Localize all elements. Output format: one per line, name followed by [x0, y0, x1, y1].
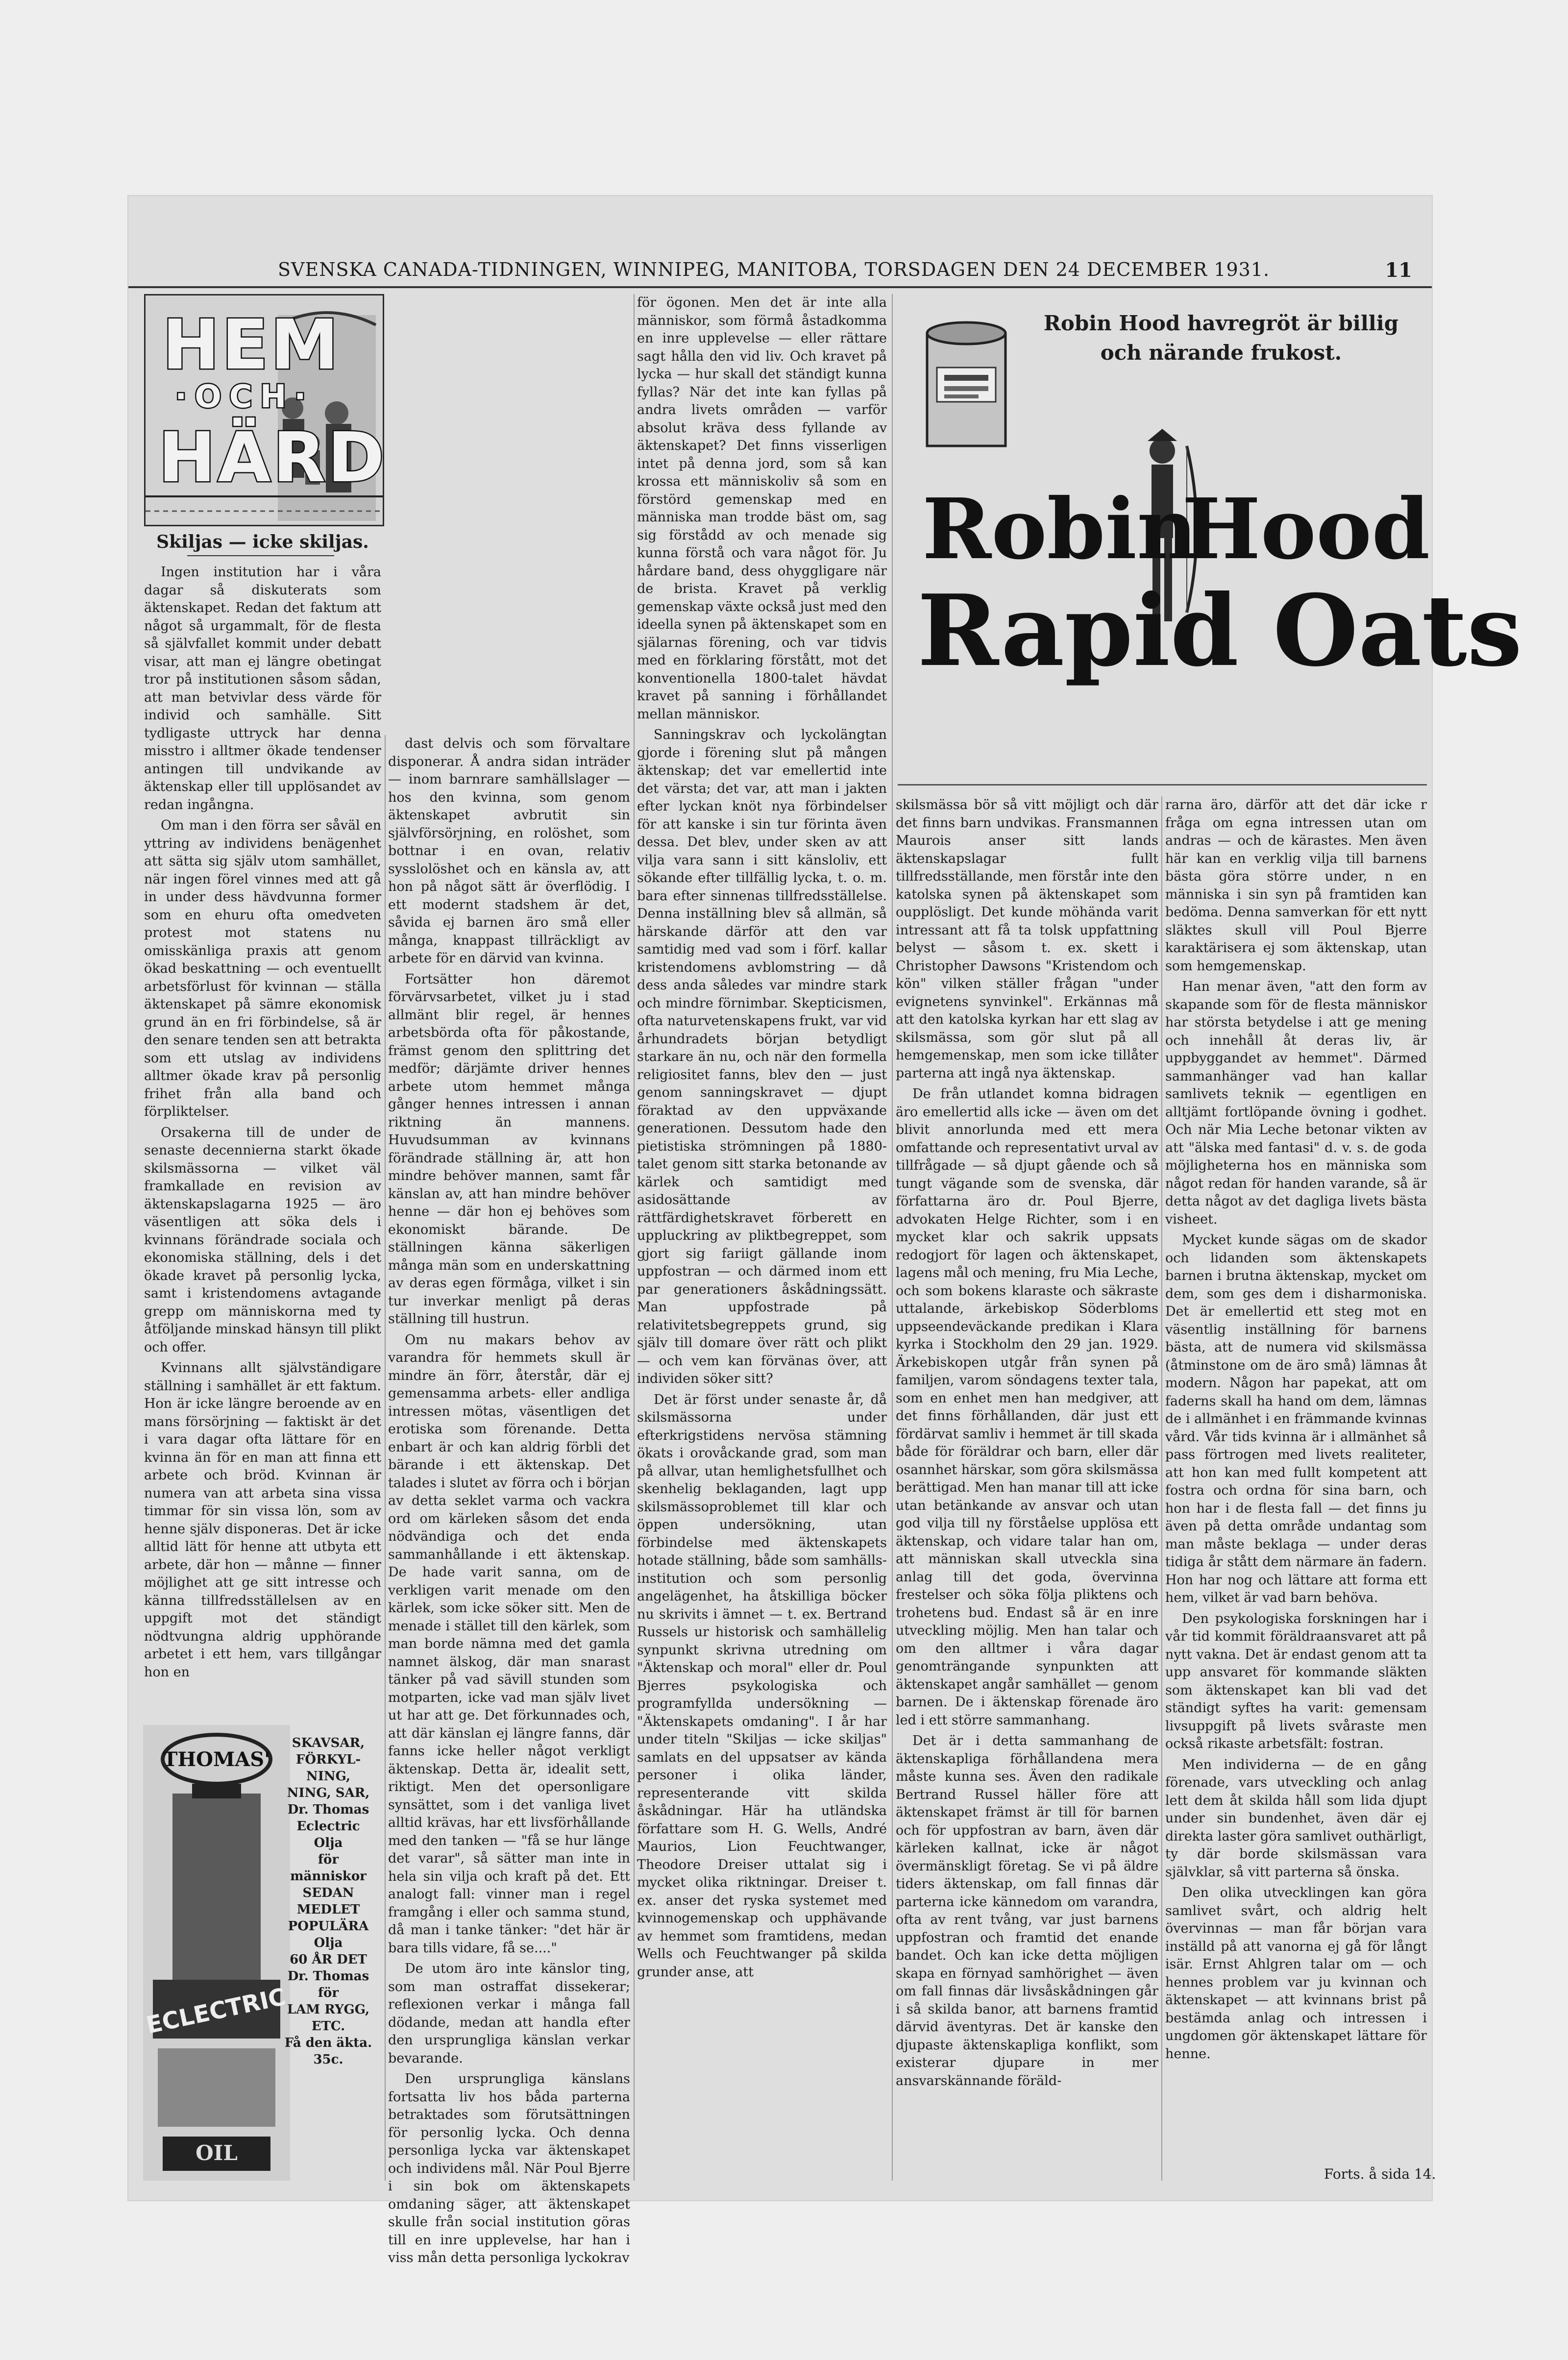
masthead-word-och: ·OCH·	[175, 379, 314, 415]
ad-line: människor	[290, 1869, 367, 1884]
ad-line: 35c.	[313, 2052, 343, 2067]
col4-paragraph: skilsmässa bör så vitt möjligt och där det finns barn undvikas. Fransmannen Maurois anser sitt lands äktenskapslagar fullt tillfredsställande, men förstår inte den katolska synen på äktenskapet som oupplösligt. Det kunde möhända varit intressant att få ta tolsk uppfattning belyst — såsom t. ex. skett i Christopher Dawsons "Kristendom och kön" vilken ställer frågan "under evignetens synvinkel". Erkännas må att den katolska kyrkan har ett slag av skilsmässa, som gör slut på all hemgemenskap, men som icke tillåter parterna att ingå nya äktenskap.	[896, 797, 1158, 1081]
eclectric-ad-text	[279, 1735, 377, 2068]
column-divider	[892, 294, 893, 2181]
continued-notice: Forts. å sida 14.	[1324, 2166, 1436, 2182]
col1-paragraph: Om man i den förra ser såväl en yttring av individens benägenhet att sätta sig själv utom samhället, när ingen förel vinnes med att gå in under dess hävdvunna former som en ehuru ofta omedveten protest mot statens nu omisskänliga praxis att genom ökad beskattning — och eventuellt arbetsförlust för kvinnan — ställa äktenskapet på sämre ekonomisk grund än en fri förbindelse, så är den senare tenden sen att betrakta som ett utslag av individens alltmer ökade krav på personlig frihet från alla band och förpliktelser.	[144, 818, 381, 1119]
ad-line: LAM RYGG,	[287, 2002, 370, 2017]
ad-line: ETC.	[311, 2019, 345, 2034]
col3-paragraph: Sanningskrav och lyckolängtan gjorde i förening slut på mången äktenskap; det var emellertid inte det värsta; det var, att man i jakten efter lyckan knöt nya förbindelser för att kanske i sin tur förinta även dessa. Det blev, under sken av att vilja vara sann i sitt känsloliv, ett sökande efter tillfällig lycka, t. o. m. bara efter sinnenas tillfredsställelse. Denna inställning blev så allmän, så härskande därför att den var samtidig med vad som i förf. kallar kristendomens avblomstring — då dess anda således var mindre stark och mindre förnimbar. Skepticismen, ofta naturvetenskapens frukt, var vid århundradets början betydligt starkare än nu, och när den formella religiositet fanns, blev den — just genom sanningskravet — djupt föraktad av den uppväxande generationen. Dessutom hade den pietistiska strömningen på 1880-talet genom sitt starka betonande av kärlek och samtidigt med asidosättande av rättfärdighetskravet förberett en uppluckring av pliktbegreppet, som gjort sig fariigt gällande inom uppfostran — och därmed inom ett par generationers åskådningssätt. Man uppfostrade på relativitetsbegreppets grund, sig själv till domare över rätt och plikt — och vem kan förvänas över, att individen söker sitt?	[637, 727, 887, 1386]
robin-hood-logo-robin: Robin	[922, 480, 1198, 578]
col5-paragraph: Den psykologiska forskningen har i vår tid kommit föräldraansvaret att på nytt vakna. Det är endast genom att ta upp ansvaret för kommande släkten som äktenskapet kan bli vad det ständigt syftes ha varit: gemensam livsuppgift på livets svåraste men också rikaste arbetsfält: fostran.	[1165, 1611, 1427, 1751]
robin-hood-oats-ad	[898, 294, 1522, 794]
ad-line: Få den äkta.	[284, 2036, 372, 2050]
article-column-2	[388, 735, 630, 2265]
col2-paragraph: Om nu makars behov av varandra för hemmets skull är mindre än förr, återstår, där ej gemensamma arbets- eller andliga intressen mötas, väsentligen det erotiska som förenande. Detta enbart är och kan aldrig förbli det bärande i ett äktenskap. Det talades i slutet av förra och i början av detta seklet varma och vackra ord om kärleken såsom det enda nödvändiga och det enda sammanhållande i ett äktenskap. De hade varit sanna, om de verkligen varit menade om den kärlek, som icke söker sitt. Men de menade i stället till den kärlek, som man borde nämna med det gamla namnet älskog, där man snarast tänker på vad sävill stunden som motparten, icke vad man själv livet ut har att ge. Det förkunnades och, att där känslan ej längre fanns, där fanns icke heller något verkligt äktenskap. Detta är, idealit sett, riktigt. Men det opersonligare synsättet, som i det vanliga livet alltid krävas, har ett livsförhållande med den tanken — "få se hur länge det varar", så sätter man inte in hela sin vilja och kraft på det. Ett analogt fall: vinner man i regel framgång i eller och samma stund, då man i tanke tänker: "det här är bara tills vidare, få se...."	[388, 1332, 630, 1956]
col1-paragraph: Kvinnans allt självständigare ställning i samhället är ett faktum. Hon är icke längre beroende av en mans försörjning — faktiskt är det i vara dagar ofta lättare för en kvinna än för en man att finna ett arbete och bröd. Kvinnan är numera van att arbeta sina vissa timmar för sin vissa lön, som av henne själv disponeras. Det är icke alltid lätt för henne att utbyta ett arbete, där hon — månne — finner möjlighet att ge sitt intresse och känna tillfredsställelsen av en uppgift mot det ständigt nödtvungna aldrig upphörande arbetet i ett hem, vars tillgångar hon en	[144, 1360, 381, 1680]
col3-paragraph: för ögonen. Men det är inte alla människor, som förmå åstadkomma en inre upplevelse — eller rättare sagt hålla den vid liv. Och kravet på lycka — hur skall det ständigt kunna fyllas? När det inte kan fyllas på andra livets områden — varför absolut kräva dess fyllande av äktenskapet? Det finns visserligen intet på denna jord, som så kan krossa ett människoliv så som en förstörd gemenskap med en människa man trodde bäst om, sag sig förstådd av och menade sig kunna förstå och vara något för. Ju hårdare band, dess ohyggligare när de brista. Kravet på verklig gemenskap växte också just med den ideella synen på äktenskapet som en själarnas förening, och var tidvis med en förklaring förstått, mot det konventionella 1800-talet hävdat kravet på sanning i förhållandet mellan människor.	[637, 295, 887, 722]
col2-paragraph: Fortsätter hon däremot förvärvsarbetet, vilket ju i stad allmänt blir regel, är hennes arbetsbörda ofta för påkostande, främst genom den splittring det medför; därjämte driver hennes arbete utom hemmet många gånger hennes intressen i annan riktning än mannens. Huvudsumman av kvinnans förändrade ställning är, att hon mindre behöver mannen, samt får känslan av, att han mindre behöver henne — där hon ej behöves som ekonomiskt bärande. De ställningen känna säkerligen många män som en underskattning av deras egen förmåga, vilket i sin tur inverkar menligt på deras ställning till hustrun.	[388, 971, 630, 1327]
column-divider	[1161, 796, 1162, 2181]
article-column-1	[144, 564, 381, 1720]
col1-paragraph: Ingen institution har i våra dagar så diskuterats som äktenskapet. Redan det faktum att något så urgammalt, för de flesta så självfallet kommit under debatt visar, att man ej längre obetingat tror på institutionen såsom sådan, att man betvivlar dess värde för individ och samhälle. Sitt tydligaste uttryck har denna misstro i alltmer ökade tendenser antingen till undvikande av äktenskap eller till upplösandet av redan ingångna.	[144, 565, 381, 812]
ad-line: NING, SAR,	[287, 1786, 370, 1800]
ad-line: MEDLET	[296, 1902, 360, 1917]
ad-line: Olja	[314, 1936, 343, 1950]
ad-line: för	[318, 1986, 339, 2000]
header-title: SVENSKA CANADA-TIDNINGEN, WINNIPEG, MANITOBA, TORSDAGEN DEN 24 DECEMBER 1931.	[278, 259, 1270, 280]
title-rule	[187, 555, 334, 556]
ad-line: POPULÄRA	[288, 1919, 369, 1934]
robin-hood-logo-hood: Hood	[1182, 480, 1430, 578]
col5-paragraph: Men individerna — de en gång förenade, vars utveckling och anlag lett dem åt skilda håll som lida djupt under sin bundenhet, även där ej direkta laster göra samlivet outhärligt, ty där borde skilsmässan vara självklar, så vitt parterna så önska.	[1165, 1757, 1427, 1880]
eclectric-bottle-illustration	[143, 1725, 290, 2181]
robin-hood-tagline: Robin Hood havregröt är billig och närande frukost.	[1043, 311, 1399, 365]
ad-line: NING,	[306, 1769, 351, 1784]
ad-line: Dr. Thomas	[287, 1802, 369, 1817]
col2-paragraph: Den ursprungliga känslans fortsatta liv hos båda parterna betraktades som förutsättningen för personlig lycka. Och denna personliga lycka var äktenskapet och individens mål. När Poul Bjerre i sin bok om äktenskapets omdaning säger, att äktenskapet skulle från social institution göras till en inre upplevelse, har han i viss mån detta personliga lyckokrav	[388, 2071, 630, 2265]
article-title: Skiljas — icke skiljas.	[156, 532, 369, 552]
col3-paragraph: Det är först under senaste år, då skilsmässorna under efterkrigstidens nervösa stämning ökats i orovåckande grad, som man på allvar, utan hemlighetsfullhet och skenhelig beklaganden, lagt upp skilsmässoproblemet till klar och öppen undersökning, utan förbindelse med äktenskapets hotade ställning, både som samhälls-institution och som personlig angelägenhet, ha åtskilliga böcker nu skrivits i ämnet — t. ex. Bertrand Russels ur historisk och samhällelig synpunkt skrivna utredning om "Äktenskap och moral" eller dr. Poul Bjerres psykologiska och programfyllda undersökning — "Äktenskapets omdaning". I år har under titeln "Skiljas — icke skiljas" samlats en del uppsatser av kända personer i olika länder, representerande vitt skilda åskådningar. Här ha utländska författare som H. G. Wells, André Maurios, Lion Feuchtwanger, Theodore Dreiser uttalat sig i mycket olika riktningar. Dreiser t. ex. anser det ryska systemet med kvinnogemenskap och upphävande av hemmet som framtidens, medan Wells och Feuchtwanger på skilda grunder anse, att	[637, 1392, 887, 1980]
oats-package-icon	[917, 314, 1015, 451]
col5-paragraph: Han menar även, "att den form av skapande som för de flesta människor har största betydelse i att ge mening och innehåll åt deras liv, är uppbyggandet av hemmet". Därmed sammanhänger vad han kallar samlivets teknik — egentligen en alltjämt fortlöpande övning i godhet. Och när Mia Leche betonar vikten av att "älska med fantasi" d. v. s. de goda möjligheterna hos en människa som något redan för handen varande, så är detta något av det dagliga livets bästa visheet.	[1165, 979, 1427, 1227]
column-divider	[385, 735, 386, 2181]
col1-paragraph: Orsakerna till de under de senaste decennierna starkt ökade skilsmässorna — vilket väl framkallade en revision av äktenskapslagarna 1925 — äro väsentligen att söka dels i kvinnans förändrade sociala och ekonomiska ställning, dels i det ökade kravet på personlig lycka, samt i kristendomens avtagande grepp om människorna med ty åtföljande minskad hänsyn till plikt och offer.	[144, 1125, 381, 1355]
ad-line: Olja	[314, 1836, 343, 1850]
svg-text:ECLECTRIC: ECLECTRIC	[144, 1983, 289, 2040]
col2-paragraph: De utom äro inte känslor ting, som man ostraffat dissekerar; reflexionen verkar i många fall dödande, medan att handla efter den ursprungliga känslan verkar bevarande.	[388, 1961, 630, 2066]
col5-paragraph: rarna äro, därför att det där icke r fråga om egna intressen utan om andras — och de kärastes. Men även här kan en verklig vilja till barnens bästa göra större under, n en människa i sin syn på framtiden kan bedöma. Denna samverkan för ett nytt släktes skull vill Poul Bjerre karaktärisera ej som äktenskap, utan som hemgemenskap.	[1165, 797, 1427, 974]
svg-text:OIL: OIL	[196, 2141, 238, 2165]
col5-paragraph: Mycket kunde sägas om de skador och lidanden som äktenskapets barnen i brutna äktenskap, mycket om dem, som ges dem i disharmoniska. Det är emellertid ett steg mot en väsentlig inställning för barnens bästa, att de numera vid skilsmässa (åtminstone om de äro små) lämnas åt modern. Någon har papekat, att om faderns skall ha hand om dem, lämnas de i allmänhet i en främmande kvinnas vård. Vår tids kvinna är i allmänhet så pass förtrogen med livets realiteter, att hon kan med fullt kompetent att fostra och ordna för sina barn, och hon har i de flesta fall — det finns ju även på detta område undantag som man måste beklaga — under deras tidiga år stått dem närmare än fadern. Hon har nog och lättare att forma ett hem, vilket är vad barn behöva.	[1165, 1232, 1427, 1605]
page-header	[128, 255, 1432, 288]
page-number: 11	[1385, 259, 1412, 282]
ad-line: för	[318, 1852, 339, 1867]
ad-line: Eclectric	[296, 1819, 360, 1834]
col4-paragraph: De från utlandet komna bidragen äro emellertid alls icke — även om det blivit annorlunda med ett mera omfattande och representativt urval av tillfrågade — så djupt gående och så tungt vägande som de svenska, där författarna äro dr. Poul Bjerre, advokaten Helge Richter, som i en mycket klar och sakrik uppsats redogjort för lagen och äktenskapet, lagens mål och mening, fru Mia Leche, och som bokens klaraste och säkraste uttalande, ärkebiskop Söderbloms uppseendeväckande predikan i Klara kyrka i Stockholm den 29 jan. 1929. Ärkebiskopen utgår från synen på familjen, varom söndagens texter tala, som en enhet men han medgiver, att det finns förhållanden, där just ett fördärvat samliv i hemmet är till skada både för föräldrar och barn, eller där osannhet härskar, som göra skilsmässa berättigad. Men han manar till att icke utan betänkande av ansvar och utan god vilja till ny förståelse upplösa ett äktenskap, och vidare talar han om, att människan skall utveckla sina anlag till det goda, övervinna frestelser och söka följa pliktens och trohetens bud. Endast så är en inre utveckling möjlig. Men han talar och om den alltmer i våra dagar genomträngande synpunkten att äktenskapet angår samhället — genom barnen. De i äktenskap förenade äro led i ett större sammanhang.	[896, 1086, 1158, 1728]
masthead-word-hem: HEM	[162, 305, 341, 385]
ad-line: SEDAN	[302, 1886, 354, 1900]
eclectric-oil-ad	[143, 1725, 373, 2181]
ad-line: 60 ÅR DET	[290, 1952, 367, 1967]
ad-line: Dr. Thomas	[287, 1969, 369, 1984]
article-column-3	[637, 294, 887, 2181]
column-divider	[634, 294, 635, 2181]
col4-paragraph: Det är i detta sammanhang de äktenskapliga förhållandena mera måste kunna ses. Även den radikale Bertrand Russel häller före att äktenskapet främst är till för barnen och för uppfostran av barn, även där kärleken kallnat, icke är något övermänskligt företag. Se vi på äldre tiders äktenskap, om fall finnas där parterna icke kännedom om varandra, ofta av rent tvång, var just barnens uppfostran och framtid det enande bandet. Och kan icke detta möjligen skapa en förnyad samhörighet — även om fall finnas där livsåskådningen går i så skilda banor, att barnens framtid därvid äventyras. Det är kanske den djupaste äktenskapliga konflikt, som existerar djupare in mer ansvarskännande föräld-	[896, 1733, 1158, 2089]
newspaper-page	[128, 196, 1522, 2265]
masthead-word-hard: HÄRD	[158, 418, 387, 498]
robin-hood-logo-rapid-oats: Rapid Oats	[917, 573, 1522, 688]
col2-paragraph: dast delvis och som förvaltare disponerar. Å andra sidan inträder — inom barnrare samhällslager — hos den kvinna, som genom äktenskapet avbrutit sin självförsörjning, en rolöshet, som bottnar i en ovan, relativ sysslolöshet och en känsla av, att hon på något sätt är överflödig. I ett modernt stadshem är det, såvida ej barnen äro små eller många, knappast tillräckligt av arbete för en därvid van kvinna.	[388, 736, 630, 966]
col5-paragraph: Den olika utvecklingen kan göra samlivet svårt, och aldrig helt övervinnas — man får början vara inställd på att vanorna ej gå för långt isär. Ernst Ahlgren talar om — och hennes problem var ju kvinnan och äktenskapet — att kvinnans brist på bestämda anlag och intressen i ungdomen gör äktenskapet lättare för henne.	[1165, 1885, 1427, 2062]
ad-bottom-rule	[898, 784, 1427, 786]
ad-line: FÖRKYL-	[295, 1752, 361, 1767]
svg-text:THOMAS': THOMAS'	[163, 1748, 270, 1771]
hem-och-hard-masthead	[144, 294, 387, 526]
article-column-5	[1165, 796, 1427, 2163]
article-column-4	[896, 796, 1158, 2181]
ad-line: SKAVSAR,	[292, 1736, 365, 1750]
